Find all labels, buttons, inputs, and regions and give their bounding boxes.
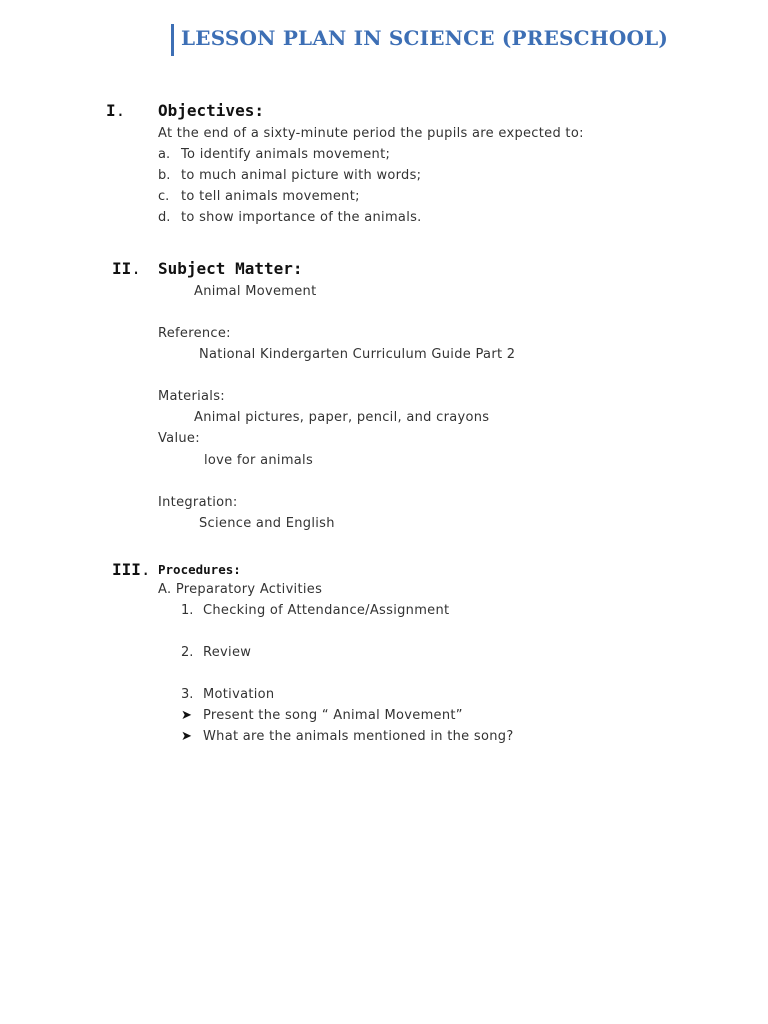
step-3-marker: 3. xyxy=(181,687,194,702)
section-3-numeral-text: III xyxy=(112,560,141,579)
objective-a-marker: a. xyxy=(158,147,171,162)
objectives-intro: At the end of a sixty-minute period the pupils are expected to: xyxy=(158,126,584,141)
integration-value: Science and English xyxy=(199,516,335,531)
objective-b-marker: b. xyxy=(158,168,171,183)
objective-b-text: to much animal picture with words; xyxy=(181,168,422,183)
objective-d-marker: d. xyxy=(158,210,171,225)
materials-value: Animal pictures, paper, pencil, and crayons xyxy=(194,410,490,425)
step-2-marker: 2. xyxy=(181,645,194,660)
section-1-numeral-text: I xyxy=(106,101,116,120)
preparatory-activities-heading: A. Preparatory Activities xyxy=(158,582,323,597)
step-2-text: Review xyxy=(203,645,252,660)
title-accent-bar xyxy=(171,24,174,56)
section-3-heading: Procedures: xyxy=(158,562,241,577)
step-1-text: Checking of Attendance/Assignment xyxy=(203,603,450,618)
section-2-numeral: II. xyxy=(112,259,141,278)
section-2-heading: Subject Matter: xyxy=(158,259,303,278)
arrow-bullet-icon: ➤ xyxy=(181,708,192,723)
section-1-heading: Objectives: xyxy=(158,101,264,120)
objective-d-text: to show importance of the animals. xyxy=(181,210,422,225)
section-2-numeral-text: II xyxy=(112,259,132,278)
materials-label: Materials: xyxy=(158,389,225,404)
reference-label: Reference: xyxy=(158,326,231,341)
motivation-bullet-2: What are the animals mentioned in the song? xyxy=(203,729,514,744)
section-1-numeral: I. xyxy=(106,101,126,120)
objective-c-text: to tell animals movement; xyxy=(181,189,360,204)
integration-label: Integration: xyxy=(158,495,238,510)
value-label: Value: xyxy=(158,431,200,446)
value-value: love for animals xyxy=(204,453,314,468)
motivation-bullet-1: Present the song “ Animal Movement” xyxy=(203,708,463,723)
subject-topic: Animal Movement xyxy=(194,284,317,299)
step-1-marker: 1. xyxy=(181,603,194,618)
section-3-numeral: III. xyxy=(112,560,151,579)
reference-value: National Kindergarten Curriculum Guide Part 2 xyxy=(199,347,516,362)
page-title: LESSON PLAN IN SCIENCE (PRESCHOOL) xyxy=(181,26,669,50)
arrow-bullet-icon: ➤ xyxy=(181,729,192,744)
objective-c-marker: c. xyxy=(158,189,170,204)
objective-a-text: To identify animals movement; xyxy=(181,147,391,162)
step-3-text: Motivation xyxy=(203,687,275,702)
